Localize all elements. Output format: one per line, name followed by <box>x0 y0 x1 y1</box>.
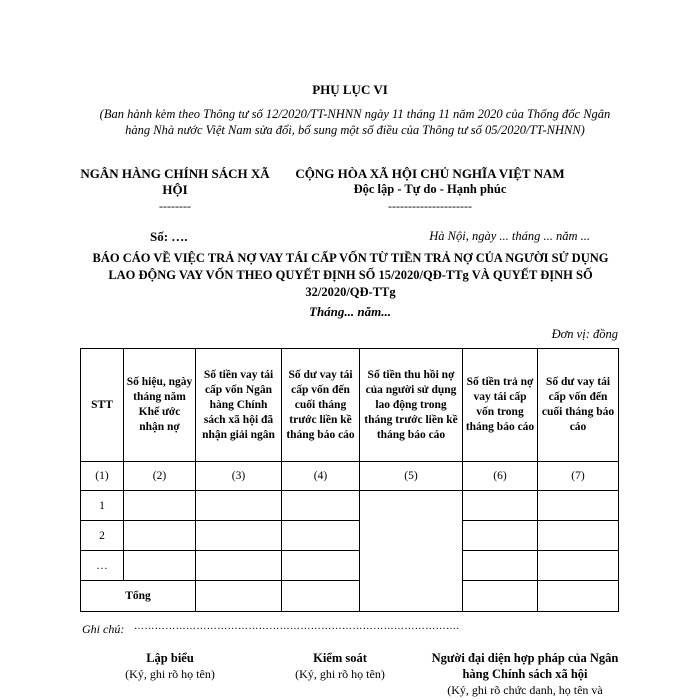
signature-role: Người đại diện hợp pháp của Ngân hàng Chính sách xã hội <box>431 651 619 681</box>
table-cell <box>538 581 619 612</box>
table-cell <box>282 581 360 612</box>
place-date: Hà Nội, ngày ... tháng ... năm ... <box>429 229 590 243</box>
note-fill-line: …………………………………………………………………………………. <box>134 621 460 632</box>
column-header: Số dư vay tái cấp vốn đến cuối tháng trước liền kề tháng báo cáo <box>282 349 360 462</box>
merged-recovery-cell <box>360 491 463 612</box>
agency-name: NGÂN HÀNG CHÍNH SÁCH XÃ HỘI <box>80 166 270 197</box>
signature-hint: (Ký, ghi rõ chức danh, họ tên và <box>447 683 603 697</box>
document-number: Số: …. <box>150 229 188 244</box>
report-table <box>80 348 619 612</box>
report-period: Tháng... năm... <box>309 304 391 319</box>
agency-separator: -------- <box>159 199 191 213</box>
column-header: Số dư vay tái cấp vốn đến cuối tháng báo cáo <box>538 349 619 462</box>
table-cell <box>538 521 619 551</box>
signature-role: Lập biểu <box>146 651 194 665</box>
appendix-title: PHỤ LỤC VI <box>312 82 388 97</box>
column-number: (3) <box>196 462 282 491</box>
table-cell <box>196 581 282 612</box>
table-cell <box>124 551 196 581</box>
table-row <box>81 491 619 521</box>
row-index: 1 <box>81 491 124 521</box>
table-cell <box>282 521 360 551</box>
table-row <box>81 521 619 551</box>
table-cell <box>463 521 538 551</box>
table-cell <box>282 551 360 581</box>
table-cell <box>196 521 282 551</box>
table-row <box>81 551 619 581</box>
row-index: … <box>81 551 124 581</box>
column-number: (1) <box>81 462 124 491</box>
national-motto: Độc lập - Tự do - Hạnh phúc <box>353 182 507 196</box>
motto-separator: --------------------- <box>388 199 472 213</box>
table-cell <box>196 491 282 521</box>
column-header: STT <box>81 349 124 462</box>
total-row <box>81 581 619 612</box>
table-cell <box>463 551 538 581</box>
report-title: BÁO CÁO VỀ VIỆC TRẢ NỢ VAY TÁI CẤP VỐN TỪ TIỀN TRẢ NỢ CỦA NGƯỜI SỬ DỤNG LAO ĐỘNG VAY VỐN THEO QUYẾT ĐỊNH SỐ 15/2020/QĐ-TTg VÀ QUYẾT ĐỊNH SỐ 32/2020/QĐ-TTg <box>92 251 609 299</box>
table-cell <box>463 491 538 521</box>
table-header-row <box>81 349 619 462</box>
column-number: (7) <box>538 462 619 491</box>
table-cell <box>124 521 196 551</box>
note-label: Ghi chú: <box>82 622 125 636</box>
total-label: Tổng <box>81 581 196 612</box>
column-number: (2) <box>124 462 196 491</box>
signature-controller <box>265 650 415 682</box>
table-cell <box>196 551 282 581</box>
nation-name: CỘNG HÒA XÃ HỘI CHỦ NGHĨA VIỆT NAM <box>295 166 565 181</box>
signature-hint: (Ký, ghi rõ họ tên) <box>125 667 215 681</box>
signature-hint: (Ký, ghi rõ họ tên) <box>295 667 385 681</box>
column-number: (6) <box>463 462 538 491</box>
appendix-subtitle: (Ban hành kèm theo Thông tư số 12/2020/TT-NHNN ngày 11 tháng 11 năm 2020 của Thống đốc Ngân hàng Nhà nước Việt Nam sửa đổi, bổ sung một số điều của Thông tư số 05/2020/TT-NHNN) <box>99 107 611 137</box>
column-number: (5) <box>360 462 463 491</box>
column-number: (4) <box>282 462 360 491</box>
table-cell <box>538 491 619 521</box>
table-cell <box>538 551 619 581</box>
currency-unit: Đơn vị: đồng <box>551 327 618 341</box>
column-header: Số tiền thu hồi nợ của người sử dụng lao động trong tháng trước liền kề tháng báo cáo <box>360 349 463 462</box>
column-header: Số tiền vay tái cấp vốn Ngân hàng Chính sách xã hội đã nhận giải ngân <box>196 349 282 462</box>
table-cell <box>282 491 360 521</box>
table-cell <box>463 581 538 612</box>
table-cell <box>124 491 196 521</box>
column-number-row <box>81 462 619 491</box>
signature-representative <box>425 650 625 698</box>
signature-preparer <box>95 650 245 682</box>
row-index: 2 <box>81 521 124 551</box>
column-header: Số tiền trả nợ vay tái cấp vốn trong tháng báo cáo <box>463 349 538 462</box>
signature-role: Kiểm soát <box>313 651 367 665</box>
column-header: Số hiệu, ngày tháng năm Khế ước nhận nợ <box>124 349 196 462</box>
